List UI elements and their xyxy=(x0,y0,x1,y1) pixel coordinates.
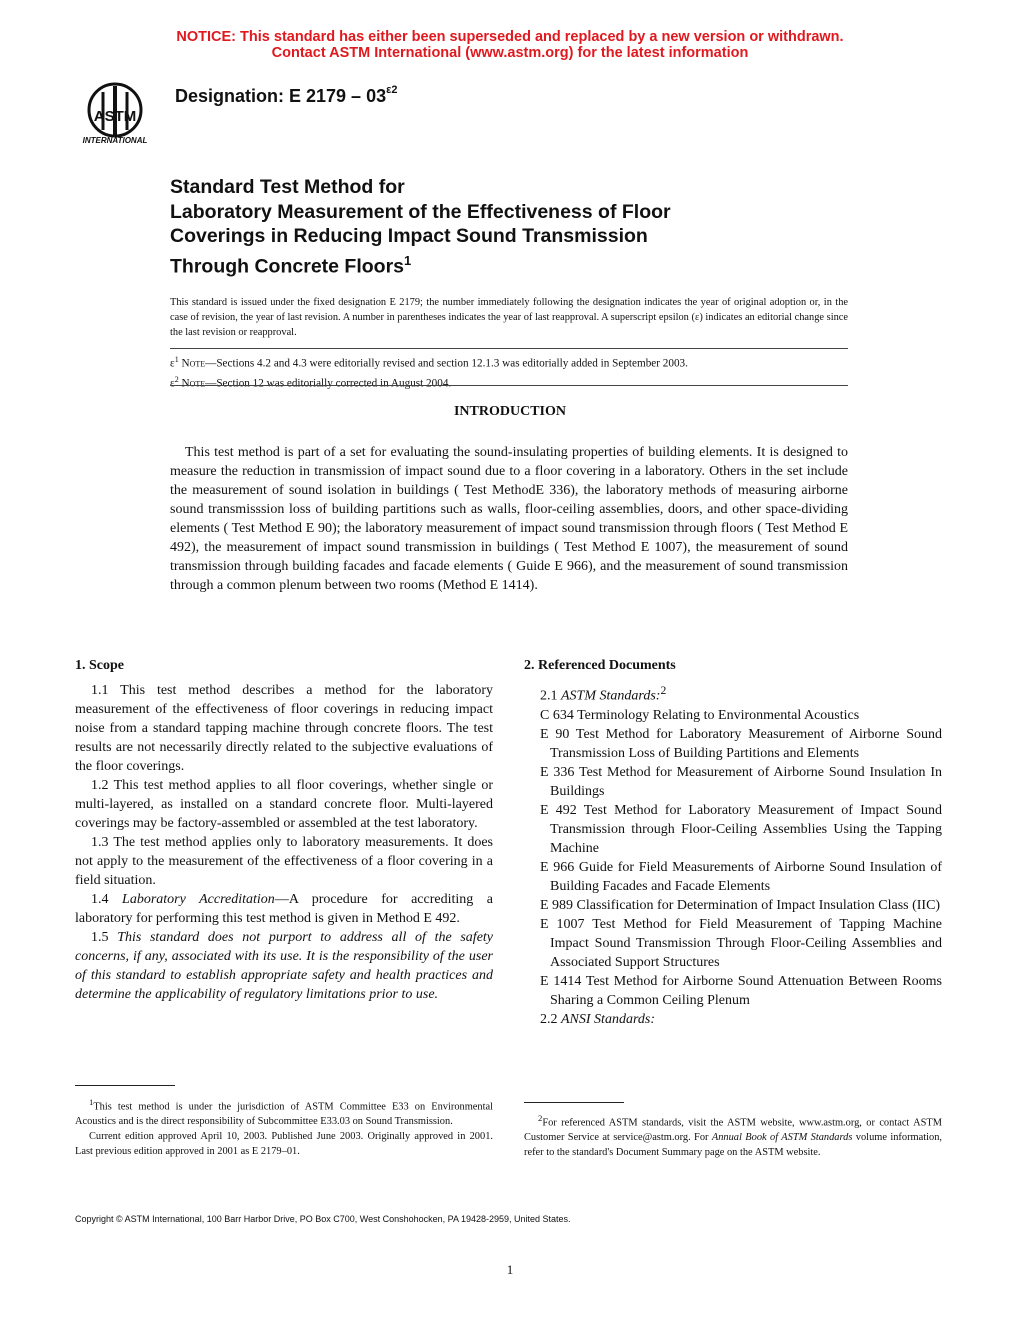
divider-top xyxy=(170,348,848,349)
footnote-rule-right xyxy=(524,1102,624,1103)
notice-line-2: Contact ASTM International (www.astm.org) for the latest information xyxy=(271,45,749,61)
footnote-1-approval: Current edition approved April 10, 2003. Published June 2003. Originally approved in 2001. Last previous edition approved in 2001 as E 2179–01. xyxy=(75,1131,493,1158)
designation-epsilon: ε2 xyxy=(386,84,398,96)
logo-subtext: INTERNATIONAL xyxy=(82,136,148,145)
scope-section xyxy=(75,656,493,1004)
page-number: 1 xyxy=(506,1262,514,1277)
title-line-3: Coverings in Reducing Impact Sound Transmission xyxy=(170,225,648,247)
astm-standards-subheading: 2.1 ASTM Standards:$^2$ xyxy=(540,684,667,704)
reference-item: E 336 Test Method for Measurement of Airborne Sound Insulation In Buildings xyxy=(540,764,942,799)
title-line-4: Through Concrete Floors xyxy=(170,255,404,277)
copyright: Copyright © ASTM International, 100 Barr Harbor Drive, PO Box C700, West Conshohocken, PA 19428-2959, United States. xyxy=(75,1214,571,1224)
reference-item: E 90 Test Method for Laboratory Measurement of Airborne Sound Transmission Loss of Building Partitions and Elements xyxy=(540,726,942,761)
scope-1-1: 1.1 This test method describes a method for the laboratory measurement of the effectiveness of floor coverings in reducing impact noise from a standard tapping machine through concrete floors. The test results are not necessarily directly related to the subjective evaluations of the floor coverings. xyxy=(75,683,493,774)
title-line-1: Standard Test Method for xyxy=(170,176,405,198)
footnote-2: $^2$For referenced ASTM standards, visit the ASTM website, www.astm.org, or contact ASTM Customer Service at service@astm.org. For Annual Book of ASTM Standards volume information, refer to the standard's Document Summary page on the ASTM website. xyxy=(524,1113,942,1159)
reference-item: E 966 Guide for Field Measurements of Airborne Sound Insulation of Building Facades and Facade Elements xyxy=(540,859,942,894)
document-title xyxy=(170,175,870,279)
referenced-heading: 2. Referenced Documents xyxy=(524,658,676,673)
logo-text: ASTM xyxy=(93,108,137,125)
footnote-rule-left xyxy=(75,1085,175,1086)
reference-item: E 1414 Test Method for Airborne Sound Attenuation Between Rooms Sharing a Common Ceiling Plenum xyxy=(540,973,942,1008)
scope-1-4: 1.4 Laboratory Accreditation—A procedure for accrediting a laboratory for performing this test method is given in Method E 492. xyxy=(75,892,494,926)
scope-heading: 1. Scope xyxy=(75,658,124,673)
referenced-documents-section xyxy=(524,656,942,1029)
reference-item: E 989 Classification for Determination of Impact Insulation Class (IIC) xyxy=(540,897,941,913)
introduction-text: This test method is part of a set for evaluating the sound-insulating properties of building elements. It is designed to measure the reduction in transmission of impact sound due to a floor covering in a laboratory. Others in the set include the measurement of sound isolation in buildings ( Test MethodE 336), the laboratory methods of measuring airborne sound transmisssion loss of building partitions such as walls, floor-ceiling assemblies, doors, and other space-dividing elements ( Test Method E 90); the laboratory measurement of impact sound transmission through floors ( Test Method E 492), the measurement of impact sound transmission in buildings ( Test Method E 1007), the measurement of sound transmission through building facades and facade elements ( Guide E 966), and the measurement of sound transmission through a common plenum between two rooms (Method E 1414). xyxy=(170,445,848,593)
reference-item: E 492 Test Method for Laboratory Measurement of Impact Sound Transmission through Floor-Ceiling Assemblies Using the Tapping Machine xyxy=(540,802,942,856)
notice-line-1: NOTICE: This standard has either been superseded and replaced by a new version or withdrawn. xyxy=(176,29,844,45)
editorial-note-2: $\varepsilon^2$ Note—Section 12 was editorially corrected in August 2004. xyxy=(170,374,452,390)
divider-bottom xyxy=(170,385,848,386)
introduction-body xyxy=(170,443,848,595)
ansi-standards-subheading: 2.2 ANSI Standards: xyxy=(540,1011,655,1027)
reference-item: E 1007 Test Method for Field Measurement of Tapping Machine Impact Sound Transmission Through Floor-Ceiling Assemblies and Associated Support Structures xyxy=(540,916,942,970)
footnotes-right xyxy=(524,1111,942,1160)
scope-1-2: 1.2 This test method applies to all floor coverings, whether single or multi-layered, as installed on a standard concrete floor. Multi-layered coverings may be factory-assembled or assembled at the test laboratory. xyxy=(75,778,493,831)
title-line-2: Laboratory Measurement of the Effectiveness of Floor xyxy=(170,200,671,223)
scope-1-3: 1.3 The test method applies only to laboratory measurements. It does not apply to the measurement of the effectiveness of a floor covering in a field situation. xyxy=(75,835,493,888)
footnote-1: $^1$This test method is under the jurisdiction of ASTM Committee E33 on Environmental Acoustics and is the direct responsibility of Subcommittee E33.03 on Sound Transmission. xyxy=(75,1097,493,1128)
scope-1-5: 1.5 This standard does not purport to address all of the safety concerns, if any, associated with its use. It is the responsibility of the user of this standard to establish appropriate safety and health practices and determine the applicability of regulatory limitations prior to use. xyxy=(75,930,494,1002)
introduction-heading: INTRODUCTION xyxy=(453,404,566,419)
designation xyxy=(175,86,397,107)
designation-label: Designation: E 2179 – 03 xyxy=(175,86,387,106)
editorial-note-1: $\varepsilon^1$ Note—Sections 4.2 and 4.3 were editorially revised and section 12.1.3 was editorially added in September 2003. xyxy=(170,355,688,370)
reference-item: C 634 Terminology Relating to Environmental Acoustics xyxy=(540,707,860,723)
title-footnote-mark: 1 xyxy=(404,252,412,268)
issued-statement: This standard is issued under the fixed designation E 2179; the number immediately following the designation indicates the year of original adoption or, in the case of revision, the year of last revision. A number in parentheses indicates the year of last reapproval. A superscript epsilon (ε) indicates an editorial change since the last revision or reapproval. xyxy=(170,297,848,338)
footnotes-left xyxy=(75,1095,493,1159)
